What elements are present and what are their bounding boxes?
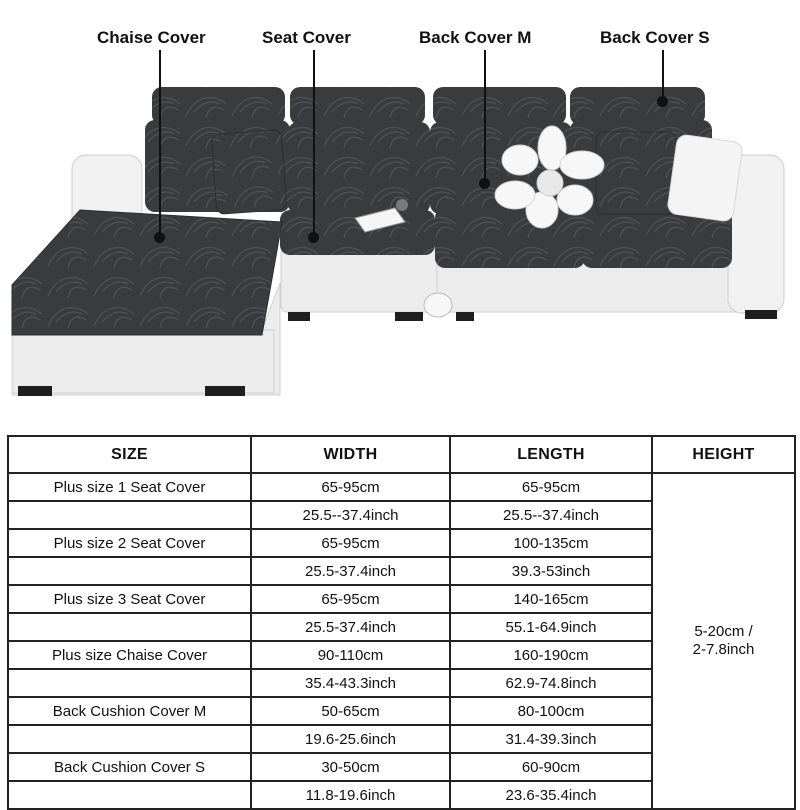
- cell-length: 55.1-64.9inch: [450, 613, 652, 641]
- sofa-illustration: [0, 60, 800, 405]
- cell-width: 50-65cm: [251, 697, 450, 725]
- cell-width: 11.8-19.6inch: [251, 781, 450, 809]
- seat-cushion-2: [435, 208, 585, 268]
- seat-marker-dot: [308, 232, 319, 243]
- table-header-row: [8, 436, 795, 473]
- cell-length: 23.6-35.4inch: [450, 781, 652, 809]
- cell-length: 80-100cm: [450, 697, 652, 725]
- headrest-2: [290, 87, 425, 125]
- size-chart-table: [7, 435, 796, 810]
- cell-width: 65-95cm: [251, 473, 450, 501]
- cell-size: Plus size 1 Seat Cover: [8, 473, 251, 501]
- chaise-marker-dot: [154, 232, 165, 243]
- back-m-marker-dot: [479, 178, 490, 189]
- leg: [745, 310, 777, 319]
- cell-length: 65-95cm: [450, 473, 652, 501]
- headrest-3: [433, 87, 566, 125]
- headrest-1: [152, 87, 285, 125]
- cell-width: 25.5-37.4inch: [251, 557, 450, 585]
- cell-height: [652, 473, 795, 809]
- leg: [205, 386, 245, 396]
- pillow-white: [667, 134, 743, 222]
- header-length: LENGTH: [450, 436, 652, 473]
- header-width: WIDTH: [251, 436, 450, 473]
- cell-size: Plus size 2 Seat Cover: [8, 529, 251, 557]
- cell-length: 100-135cm: [450, 529, 652, 557]
- table-row: [8, 473, 795, 501]
- cell-size: [8, 781, 251, 809]
- cell-width: 65-95cm: [251, 529, 450, 557]
- back-cover-s-label: Back Cover S: [600, 28, 710, 47]
- seat-cushion-1: [280, 210, 435, 255]
- cell-width: 35.4-43.3inch: [251, 669, 450, 697]
- headrest-4: [570, 87, 705, 125]
- cell-size: [8, 725, 251, 753]
- back-s-marker-dot: [657, 96, 668, 107]
- leg: [395, 312, 423, 321]
- right-base: [432, 262, 744, 312]
- cell-width: 25.5-37.4inch: [251, 613, 450, 641]
- cell-size: Plus size 3 Seat Cover: [8, 585, 251, 613]
- cell-width: 90-110cm: [251, 641, 450, 669]
- header-size: SIZE: [8, 436, 251, 473]
- cell-length: 25.5--37.4inch: [450, 501, 652, 529]
- leg: [288, 312, 310, 321]
- cell-width: 30-50cm: [251, 753, 450, 781]
- cell-length: 60-90cm: [450, 753, 652, 781]
- cell-length: 62.9-74.8inch: [450, 669, 652, 697]
- cell-length: 140-165cm: [450, 585, 652, 613]
- cell-size: Plus size Chaise Cover: [8, 641, 251, 669]
- back-cover-m-label: Back Cover M: [419, 28, 532, 47]
- cell-width: 25.5--37.4inch: [251, 501, 450, 529]
- pillow-left: [211, 130, 286, 215]
- header-height: HEIGHT: [652, 436, 795, 473]
- chaise-cushion: [12, 210, 282, 335]
- cell-size: Back Cushion Cover S: [8, 753, 251, 781]
- height-value-cm: 5-20cm /: [694, 623, 753, 640]
- cell-length: 31.4-39.3inch: [450, 725, 652, 753]
- middle-base: [281, 248, 437, 312]
- cell-size: [8, 613, 251, 641]
- cell-size: [8, 501, 251, 529]
- height-value-inch: 2-7.8inch: [692, 641, 755, 658]
- cell-size: [8, 669, 251, 697]
- pillow-right: [596, 132, 676, 214]
- back-cushion-2: [288, 122, 430, 214]
- seat-cover-label: Seat Cover: [262, 28, 351, 47]
- cell-size: [8, 557, 251, 585]
- cell-size: Back Cushion Cover M: [8, 697, 251, 725]
- cell-width: 19.6-25.6inch: [251, 725, 450, 753]
- cell-length: 39.3-53inch: [450, 557, 652, 585]
- cell-length: 160-190cm: [450, 641, 652, 669]
- leg: [18, 386, 52, 396]
- cell-width: 65-95cm: [251, 585, 450, 613]
- leg: [456, 312, 474, 321]
- chaise-cover-label: Chaise Cover: [97, 28, 206, 47]
